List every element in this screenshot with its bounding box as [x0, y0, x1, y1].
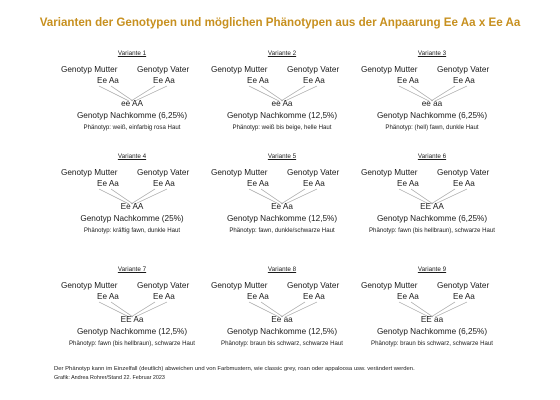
- father-genotype: Ee Aa: [153, 76, 175, 85]
- variant-3: [347, 50, 517, 150]
- mother-genotype: Ee Aa: [397, 179, 419, 188]
- offspring-genotype-label: Genotyp Nachkomme (6,25%): [376, 327, 488, 336]
- father-genotype-label: Genotyp Vater: [437, 281, 490, 290]
- phenotype-text: Phänotyp: braun bis schwarz, schwarze Haut: [221, 340, 343, 347]
- offspring-genotype-label: Genotyp Nachkomme (25%): [80, 214, 184, 223]
- phenotype-text: Phänotyp: fawn (bis hellbraun), schwarze Haut: [68, 340, 195, 347]
- mother-genotype: Ee Aa: [397, 76, 419, 85]
- phenotype-text: Phänotyp: weiß, einfarbig rosa Haut: [83, 124, 181, 131]
- phenotype-text: Phänotyp: fawn (bis hellbraun), schwarze Haut: [368, 227, 495, 234]
- variant-1: [47, 50, 217, 150]
- variant-2: [197, 50, 367, 150]
- mother-genotype-label: Genotyp Mutter: [61, 168, 118, 177]
- offspring-genotype: Ee Aa: [271, 202, 293, 211]
- variant-8: [197, 266, 367, 366]
- variant-label: Variante 2: [267, 50, 297, 57]
- mother-genotype-label: Genotyp Mutter: [211, 168, 268, 177]
- father-genotype: Ee Aa: [303, 76, 325, 85]
- variant-7: [47, 266, 217, 366]
- page-title: Varianten der Genotypen und möglichen Phänotypen aus der Anpaarung Ee Aa x Ee Aa: [39, 16, 521, 29]
- mother-genotype: Ee Aa: [247, 76, 269, 85]
- variant-label: Variante 3: [417, 50, 447, 57]
- father-genotype-label: Genotyp Vater: [287, 168, 340, 177]
- variant-label: Variante 8: [267, 266, 297, 273]
- phenotype-text: Phänotyp: braun bis schwarz, schwarze Haut: [371, 340, 493, 347]
- offspring-genotype: Ee AA: [120, 202, 144, 211]
- offspring-genotype-label: Genotyp Nachkomme (12,5%): [226, 327, 338, 336]
- father-genotype: Ee Aa: [153, 179, 175, 188]
- mother-genotype-label: Genotyp Mutter: [61, 281, 118, 290]
- father-genotype: Ee Aa: [153, 292, 175, 301]
- father-genotype-label: Genotyp Vater: [437, 65, 490, 74]
- offspring-genotype: EE Aa: [120, 315, 144, 324]
- offspring-genotype-label: Genotyp Nachkomme (6,25%): [376, 214, 488, 223]
- mother-genotype: Ee Aa: [247, 292, 269, 301]
- offspring-genotype: EE aa: [420, 315, 444, 324]
- mother-genotype: Ee Aa: [97, 76, 119, 85]
- father-genotype: Ee Aa: [303, 292, 325, 301]
- phenotype-text: Phänotyp: kräftig fawn, dunkle Haut: [83, 227, 181, 234]
- mother-genotype: Ee Aa: [97, 179, 119, 188]
- phenotype-text: Phänotyp: weiß bis beige, helle Haut: [232, 124, 332, 131]
- mother-genotype-label: Genotyp Mutter: [361, 281, 418, 290]
- offspring-genotype: Ee aa: [271, 315, 293, 324]
- footer-note: Der Phänotyp kann im Einzelfall (deutlich) abweichen und von Farbmustern, wie classic grey, roan oder appaloosa usw. verändert werden.: [54, 366, 415, 372]
- phenotype-text: Phänotyp: fawn, dunkle/schwarze Haut: [229, 227, 335, 234]
- mother-genotype: Ee Aa: [247, 179, 269, 188]
- father-genotype: Ee Aa: [453, 179, 475, 188]
- offspring-genotype: ee AA: [121, 99, 143, 108]
- offspring-genotype-label: Genotyp Nachkomme (12,5%): [226, 214, 338, 223]
- father-genotype: Ee Aa: [453, 76, 475, 85]
- father-genotype-label: Genotyp Vater: [137, 65, 190, 74]
- variant-label: Variante 9: [417, 266, 447, 273]
- offspring-genotype: ee Aa: [271, 99, 293, 108]
- father-genotype: Ee Aa: [303, 179, 325, 188]
- father-genotype-label: Genotyp Vater: [137, 281, 190, 290]
- father-genotype-label: Genotyp Vater: [137, 168, 190, 177]
- variant-4: [47, 153, 217, 253]
- father-genotype: Ee Aa: [453, 292, 475, 301]
- father-genotype-label: Genotyp Vater: [437, 168, 490, 177]
- mother-genotype-label: Genotyp Mutter: [61, 65, 118, 74]
- offspring-genotype-label: Genotyp Nachkomme (6,25%): [76, 111, 188, 120]
- variant-label: Variante 4: [117, 153, 147, 160]
- offspring-genotype: EE AA: [420, 202, 444, 211]
- variant-label: Variante 1: [117, 50, 147, 57]
- variant-label: Variante 5: [267, 153, 297, 160]
- offspring-genotype-label: Genotyp Nachkomme (6,25%): [376, 111, 488, 120]
- footer-credit: Grafik: Andrea Rohrer/Stand 22. Februar 2023: [54, 375, 165, 381]
- offspring-genotype-label: Genotyp Nachkomme (12,5%): [76, 327, 188, 336]
- father-genotype-label: Genotyp Vater: [287, 65, 340, 74]
- mother-genotype: Ee Aa: [397, 292, 419, 301]
- father-genotype-label: Genotyp Vater: [287, 281, 340, 290]
- variant-label: Variante 7: [117, 266, 147, 273]
- variant-label: Variante 6: [417, 153, 447, 160]
- phenotype-text: Phänotyp: (hell) fawn, dunkle Haut: [385, 124, 479, 131]
- offspring-genotype-label: Genotyp Nachkomme (12,5%): [226, 111, 338, 120]
- mother-genotype: Ee Aa: [97, 292, 119, 301]
- variant-9: [347, 266, 517, 366]
- mother-genotype-label: Genotyp Mutter: [211, 65, 268, 74]
- variant-6: [347, 153, 517, 253]
- mother-genotype-label: Genotyp Mutter: [211, 281, 268, 290]
- offspring-genotype: ee aa: [421, 99, 443, 108]
- mother-genotype-label: Genotyp Mutter: [361, 168, 418, 177]
- mother-genotype-label: Genotyp Mutter: [361, 65, 418, 74]
- variant-5: [197, 153, 367, 253]
